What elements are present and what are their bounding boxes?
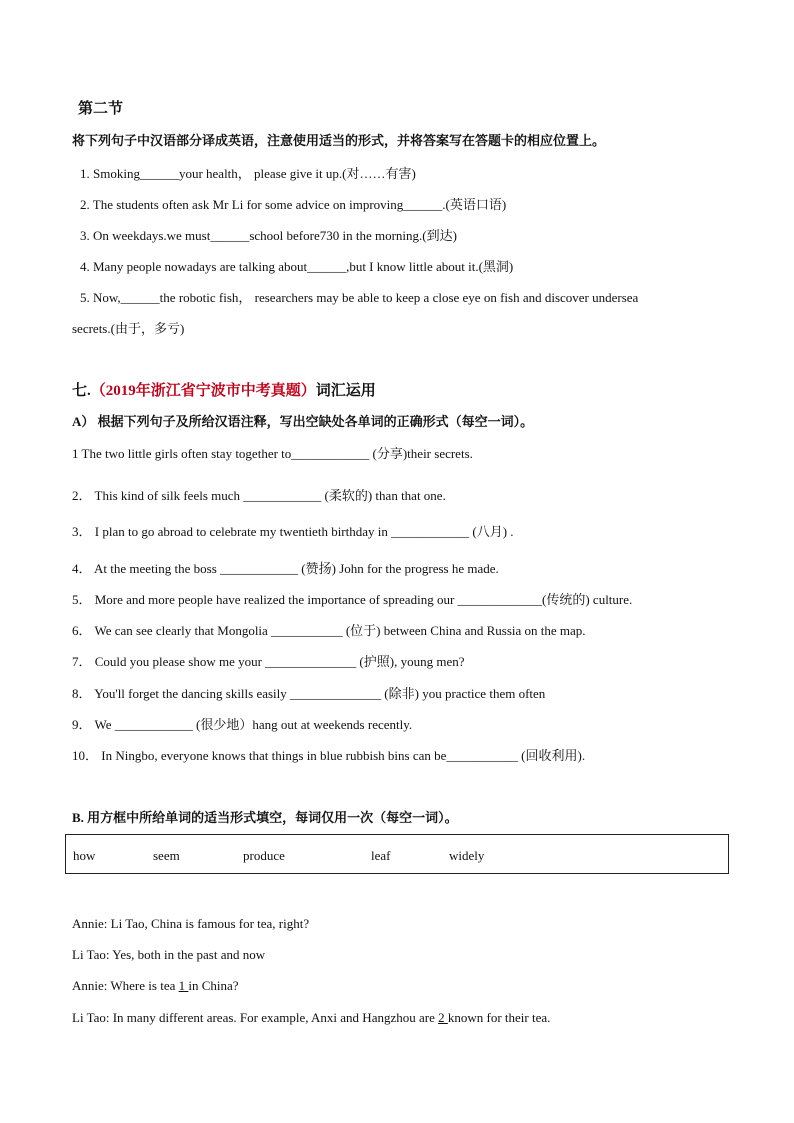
vocab-item-1: 1 The two little girls often stay together to____________ (分享)their secrets. bbox=[72, 446, 473, 461]
translation-item-3: 3. On weekdays.we must______school before730 in the morning.(到达) bbox=[80, 228, 457, 243]
dialogue-line-1: Annie: Li Tao, China is famous for tea, right? bbox=[72, 916, 310, 931]
translation-item-5: 5. Now,______the robotic fish， researchers may be able to keep a close eye on fish and discover undersea bbox=[80, 290, 639, 305]
word-bank-item: leaf bbox=[371, 848, 391, 863]
dialogue-line-2: Li Tao: Yes, both in the past and now bbox=[72, 947, 266, 962]
vocab-item-5: 5． More and more people have realized the importance of spreading our _____________(传统的) culture. bbox=[72, 592, 633, 607]
section-seven-title bbox=[72, 383, 376, 399]
section-source: （2019年浙江省宁波市中考真题） bbox=[90, 383, 316, 399]
dialogue-line-4 bbox=[72, 1010, 550, 1026]
section-instruction: 将下列句子中汉语部分译成英语，注意使用适当的形式，并将答案写在答题卡的相应位置上。 bbox=[72, 133, 606, 148]
dialogue-text: in China? bbox=[188, 978, 239, 993]
vocab-item-9: 9． We ____________ (很少地）hang out at weekends recently. bbox=[72, 717, 413, 732]
vocab-item-7: 7． Could you please show me your ______________ (护照), young men? bbox=[72, 654, 465, 669]
dialogue-text: known for their tea. bbox=[447, 1010, 551, 1025]
blank-2: 2 bbox=[438, 1010, 448, 1025]
word-bank-item: how bbox=[73, 848, 96, 863]
translation-item-2: 2. The students often ask Mr Li for some advice on improving______.(英语口语) bbox=[80, 197, 507, 212]
vocab-item-6: 6． We can see clearly that Mongolia ___________ (位于) between China and Russia on the map. bbox=[72, 623, 586, 638]
dialogue-text: Li Tao: In many different areas. For example, Anxi and Hangzhou are bbox=[72, 1010, 439, 1025]
vocab-item-8: 8． You'll forget the dancing skills easily ______________ (除非) you practice them often bbox=[72, 686, 546, 701]
section-heading: 第二节 bbox=[78, 101, 124, 117]
translation-item-1: 1. Smoking______your health， please give it up.(对……有害) bbox=[80, 166, 416, 181]
translation-item-5-continued: secrets.(由于，多亏) bbox=[72, 321, 185, 336]
vocab-item-3: 3． I plan to go abroad to celebrate my twentieth birthday in ____________ (八月) . bbox=[72, 524, 514, 539]
word-bank-item: widely bbox=[449, 848, 485, 863]
word-bank-item: seem bbox=[153, 848, 180, 863]
part-b-instruction: B. 用方框中所给单词的适当形式填空，每词仅用一次（每空一词）。 bbox=[72, 810, 458, 825]
vocab-item-10: 10． In Ningbo, everyone knows that things in blue rubbish bins can be___________ (回收利用). bbox=[72, 748, 586, 763]
translation-item-4: 4. Many people nowadays are talking about______,but I know little about it.(黑洞) bbox=[80, 259, 514, 274]
vocab-item-2: 2． This kind of silk feels much ____________ (柔软的) than that one. bbox=[72, 488, 446, 503]
vocab-item-4: 4． At the meeting the boss ____________ (赞扬) John for the progress he made. bbox=[72, 561, 499, 576]
dialogue-line-3 bbox=[72, 978, 239, 994]
word-bank-item: produce bbox=[243, 848, 285, 863]
dialogue-text: Annie: Where is tea bbox=[72, 978, 179, 993]
section-number: 七. bbox=[72, 383, 91, 399]
blank-1: 1 bbox=[178, 978, 189, 993]
section-name: 词汇运用 bbox=[315, 383, 376, 399]
part-a-instruction: A） 根据下列句子及所给汉语注释，写出空缺处各单词的正确形式（每空一词）。 bbox=[72, 414, 534, 429]
word-bank-box bbox=[65, 834, 729, 874]
